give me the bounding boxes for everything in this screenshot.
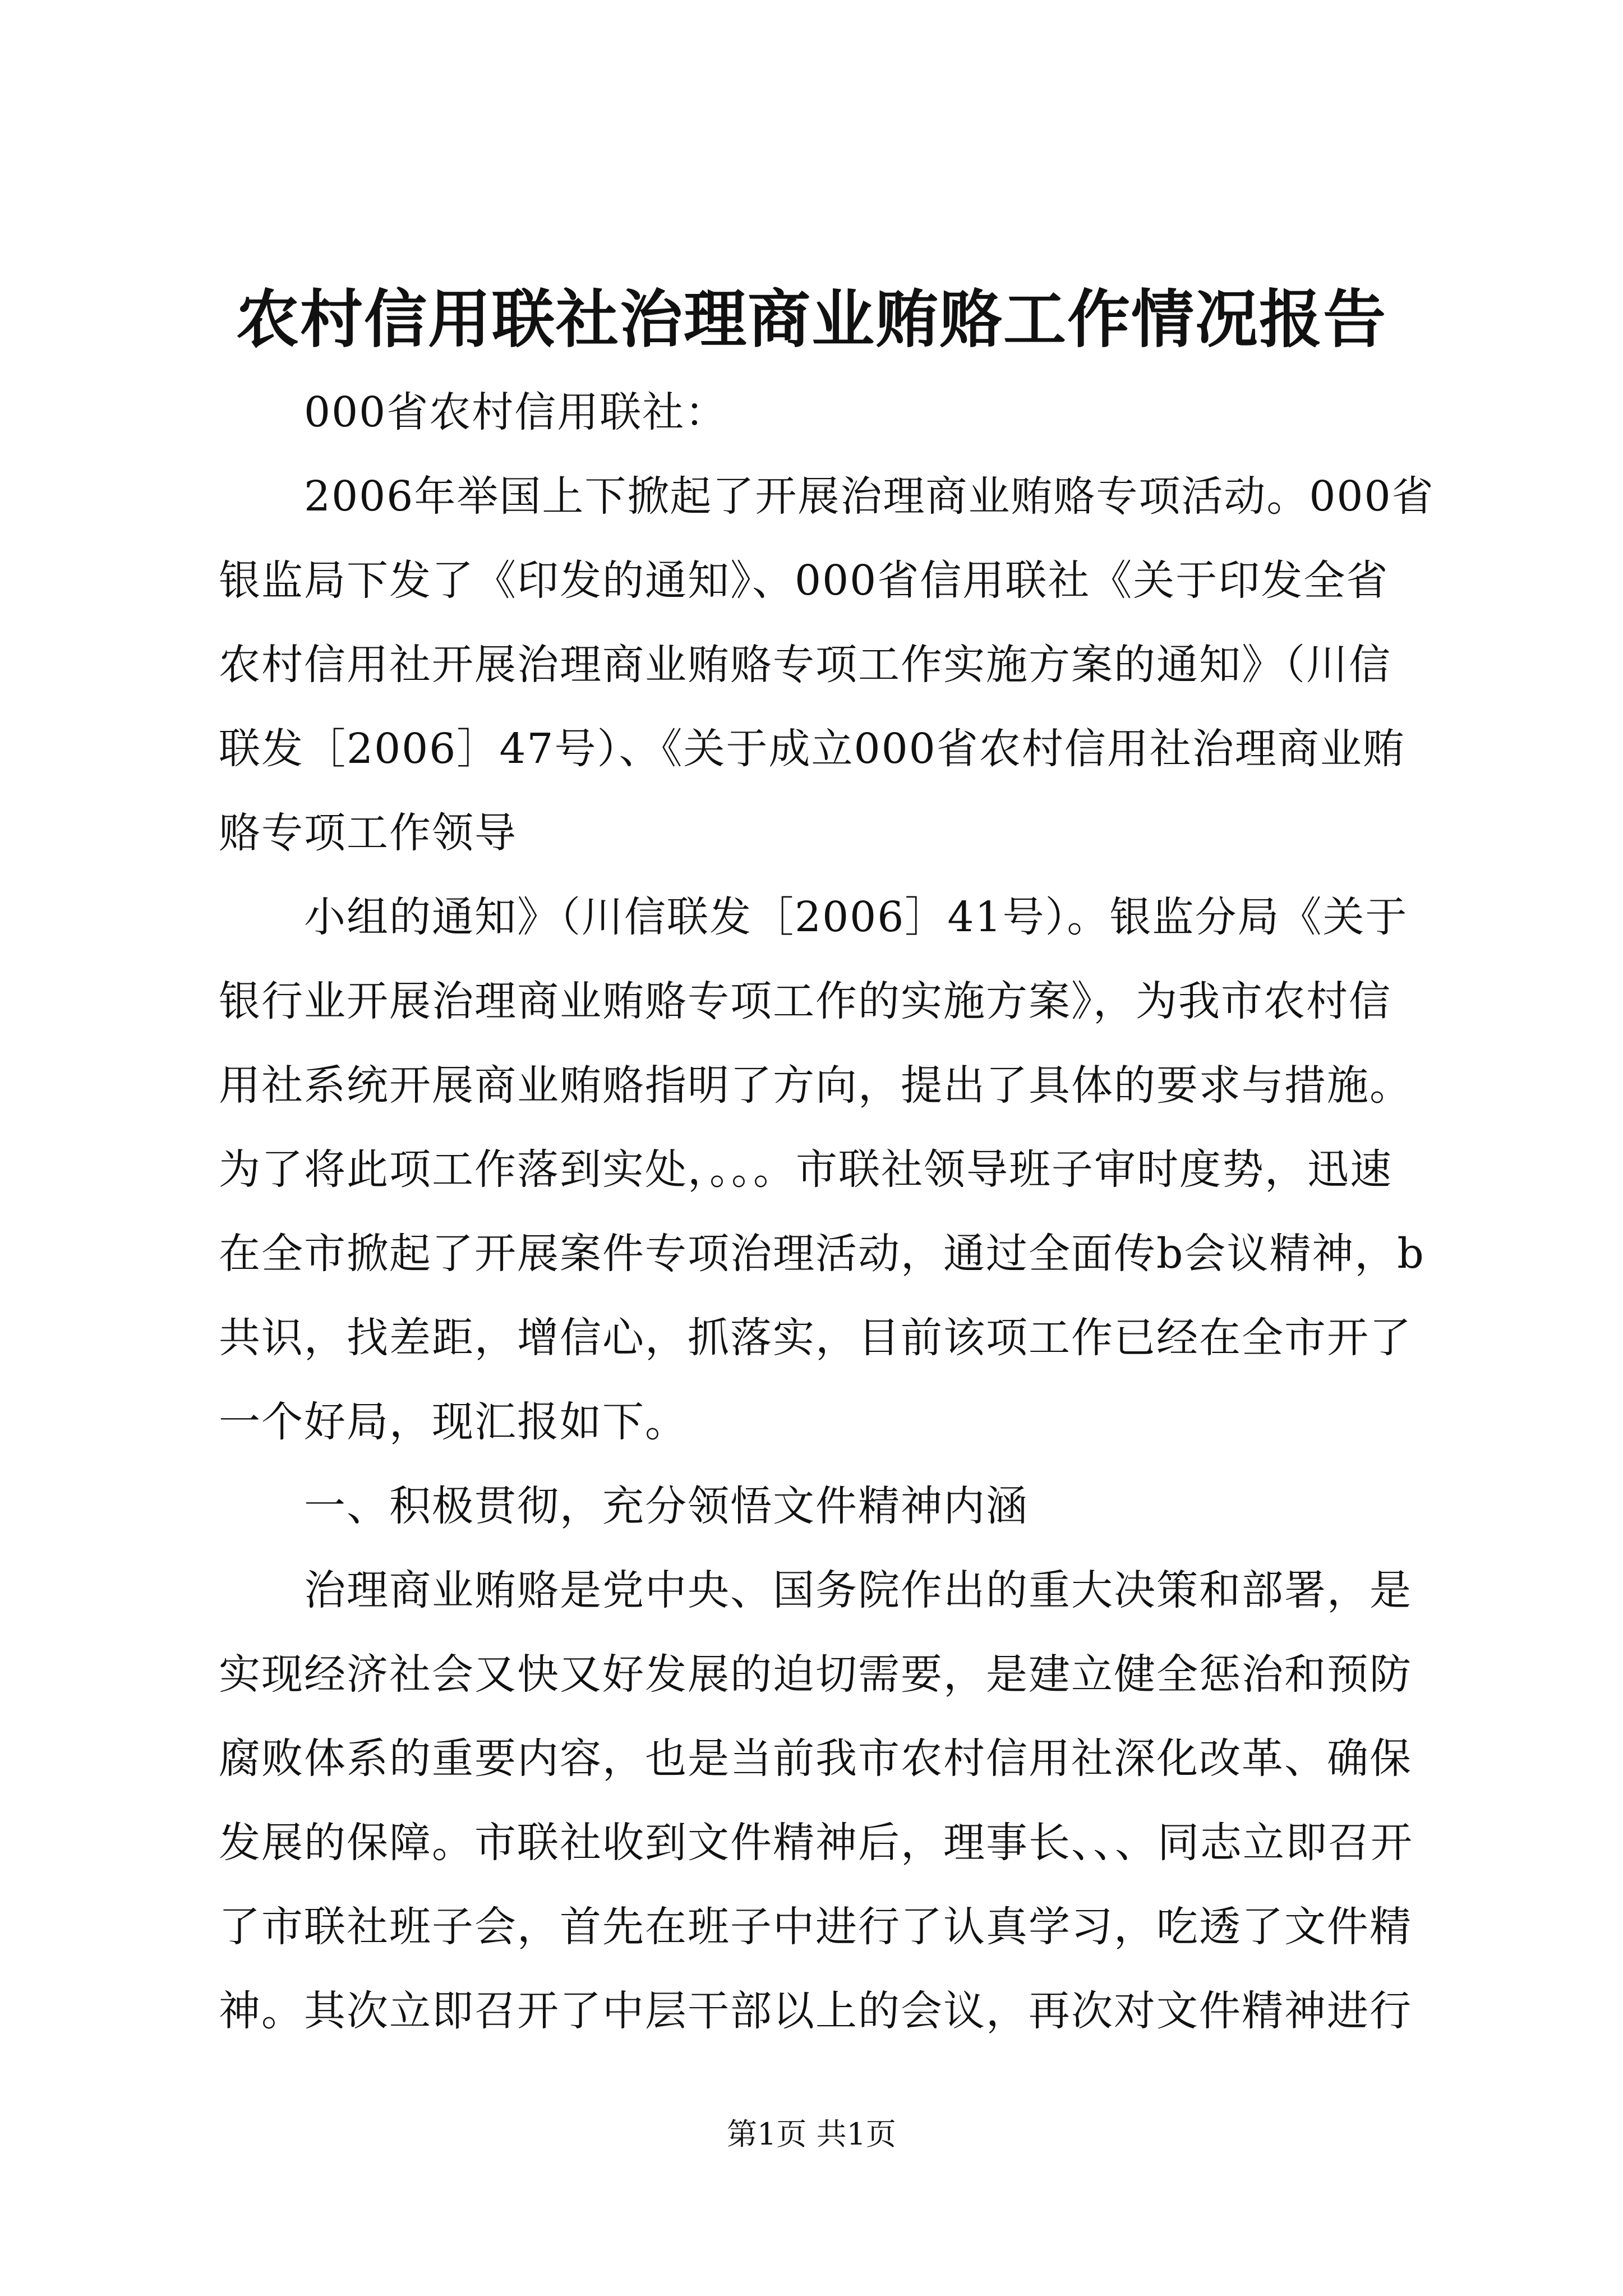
body-line: 实现经济社会又快又好发展的迫切需要，是建立健全惩治和预防 (219, 1650, 1412, 1699)
body-line: 为了将此项工作落到实处，。。。市联社领导班子审时度势，迅速 (219, 1145, 1393, 1194)
document-body (219, 370, 1436, 2053)
body-line: 赂专项工作领导 (219, 809, 517, 857)
body-line: 银监局下发了《印发的通知》、000省信用联社《关于印发全省 (219, 556, 1389, 605)
body-line: 治理商业贿赂是党中央、国务院作出的重大决策和部署，是 (219, 1566, 1412, 1614)
body-line: 银行业开展治理商业贿赂专项工作的实施方案》，为我市农村信 (219, 977, 1391, 1025)
body-line: 了市联社班子会，首先在班子中进行了认真学习，吃透了文件精 (219, 1903, 1412, 1951)
body-line: 在全市掀起了开展案件专项治理活动，通过全面传b会议精神，b (219, 1230, 1425, 1278)
body-line: 一个好局，现汇报如下。 (219, 1398, 688, 1446)
body-line: 发展的保障。市联社收到文件精神后，理事长、、、同志立即召开 (219, 1819, 1413, 1867)
page-number-footer: 第1页 共1页 (727, 2116, 896, 2152)
body-line: 000省农村信用联社： (219, 388, 728, 436)
body-line: 用社系统开展商业贿赂指明了方向，提出了具体的要求与措施。 (219, 1061, 1412, 1110)
body-line: 腐败体系的重要内容，也是当前我市农村信用社深化改革、确保 (219, 1734, 1412, 1783)
body-line: 联发［2006］47号）、《关于成立000省农村信用社治理商业贿 (219, 725, 1405, 773)
body-line: 小组的通知》（川信联发［2006］41号）。银监分局《关于 (219, 893, 1408, 941)
body-line: 神。其次立即召开了中层干部以上的会议，再次对文件精神进行 (219, 1987, 1412, 2035)
section-heading: 一、积极贯彻，充分领悟文件精神内涵 (219, 1482, 1029, 1530)
body-line: 共识，找差距，增信心，抓落实，目前该项工作已经在全市开了 (219, 1314, 1412, 1362)
body-line: 农村信用社开展治理商业贿赂专项工作实施方案的通知》（川信 (219, 641, 1391, 689)
document-title: 农村信用联社治理商业贿赂工作情况报告 (236, 283, 1387, 356)
body-line: 2006年举国上下掀起了开展治理商业贿赂专项活动。000省 (219, 472, 1435, 521)
